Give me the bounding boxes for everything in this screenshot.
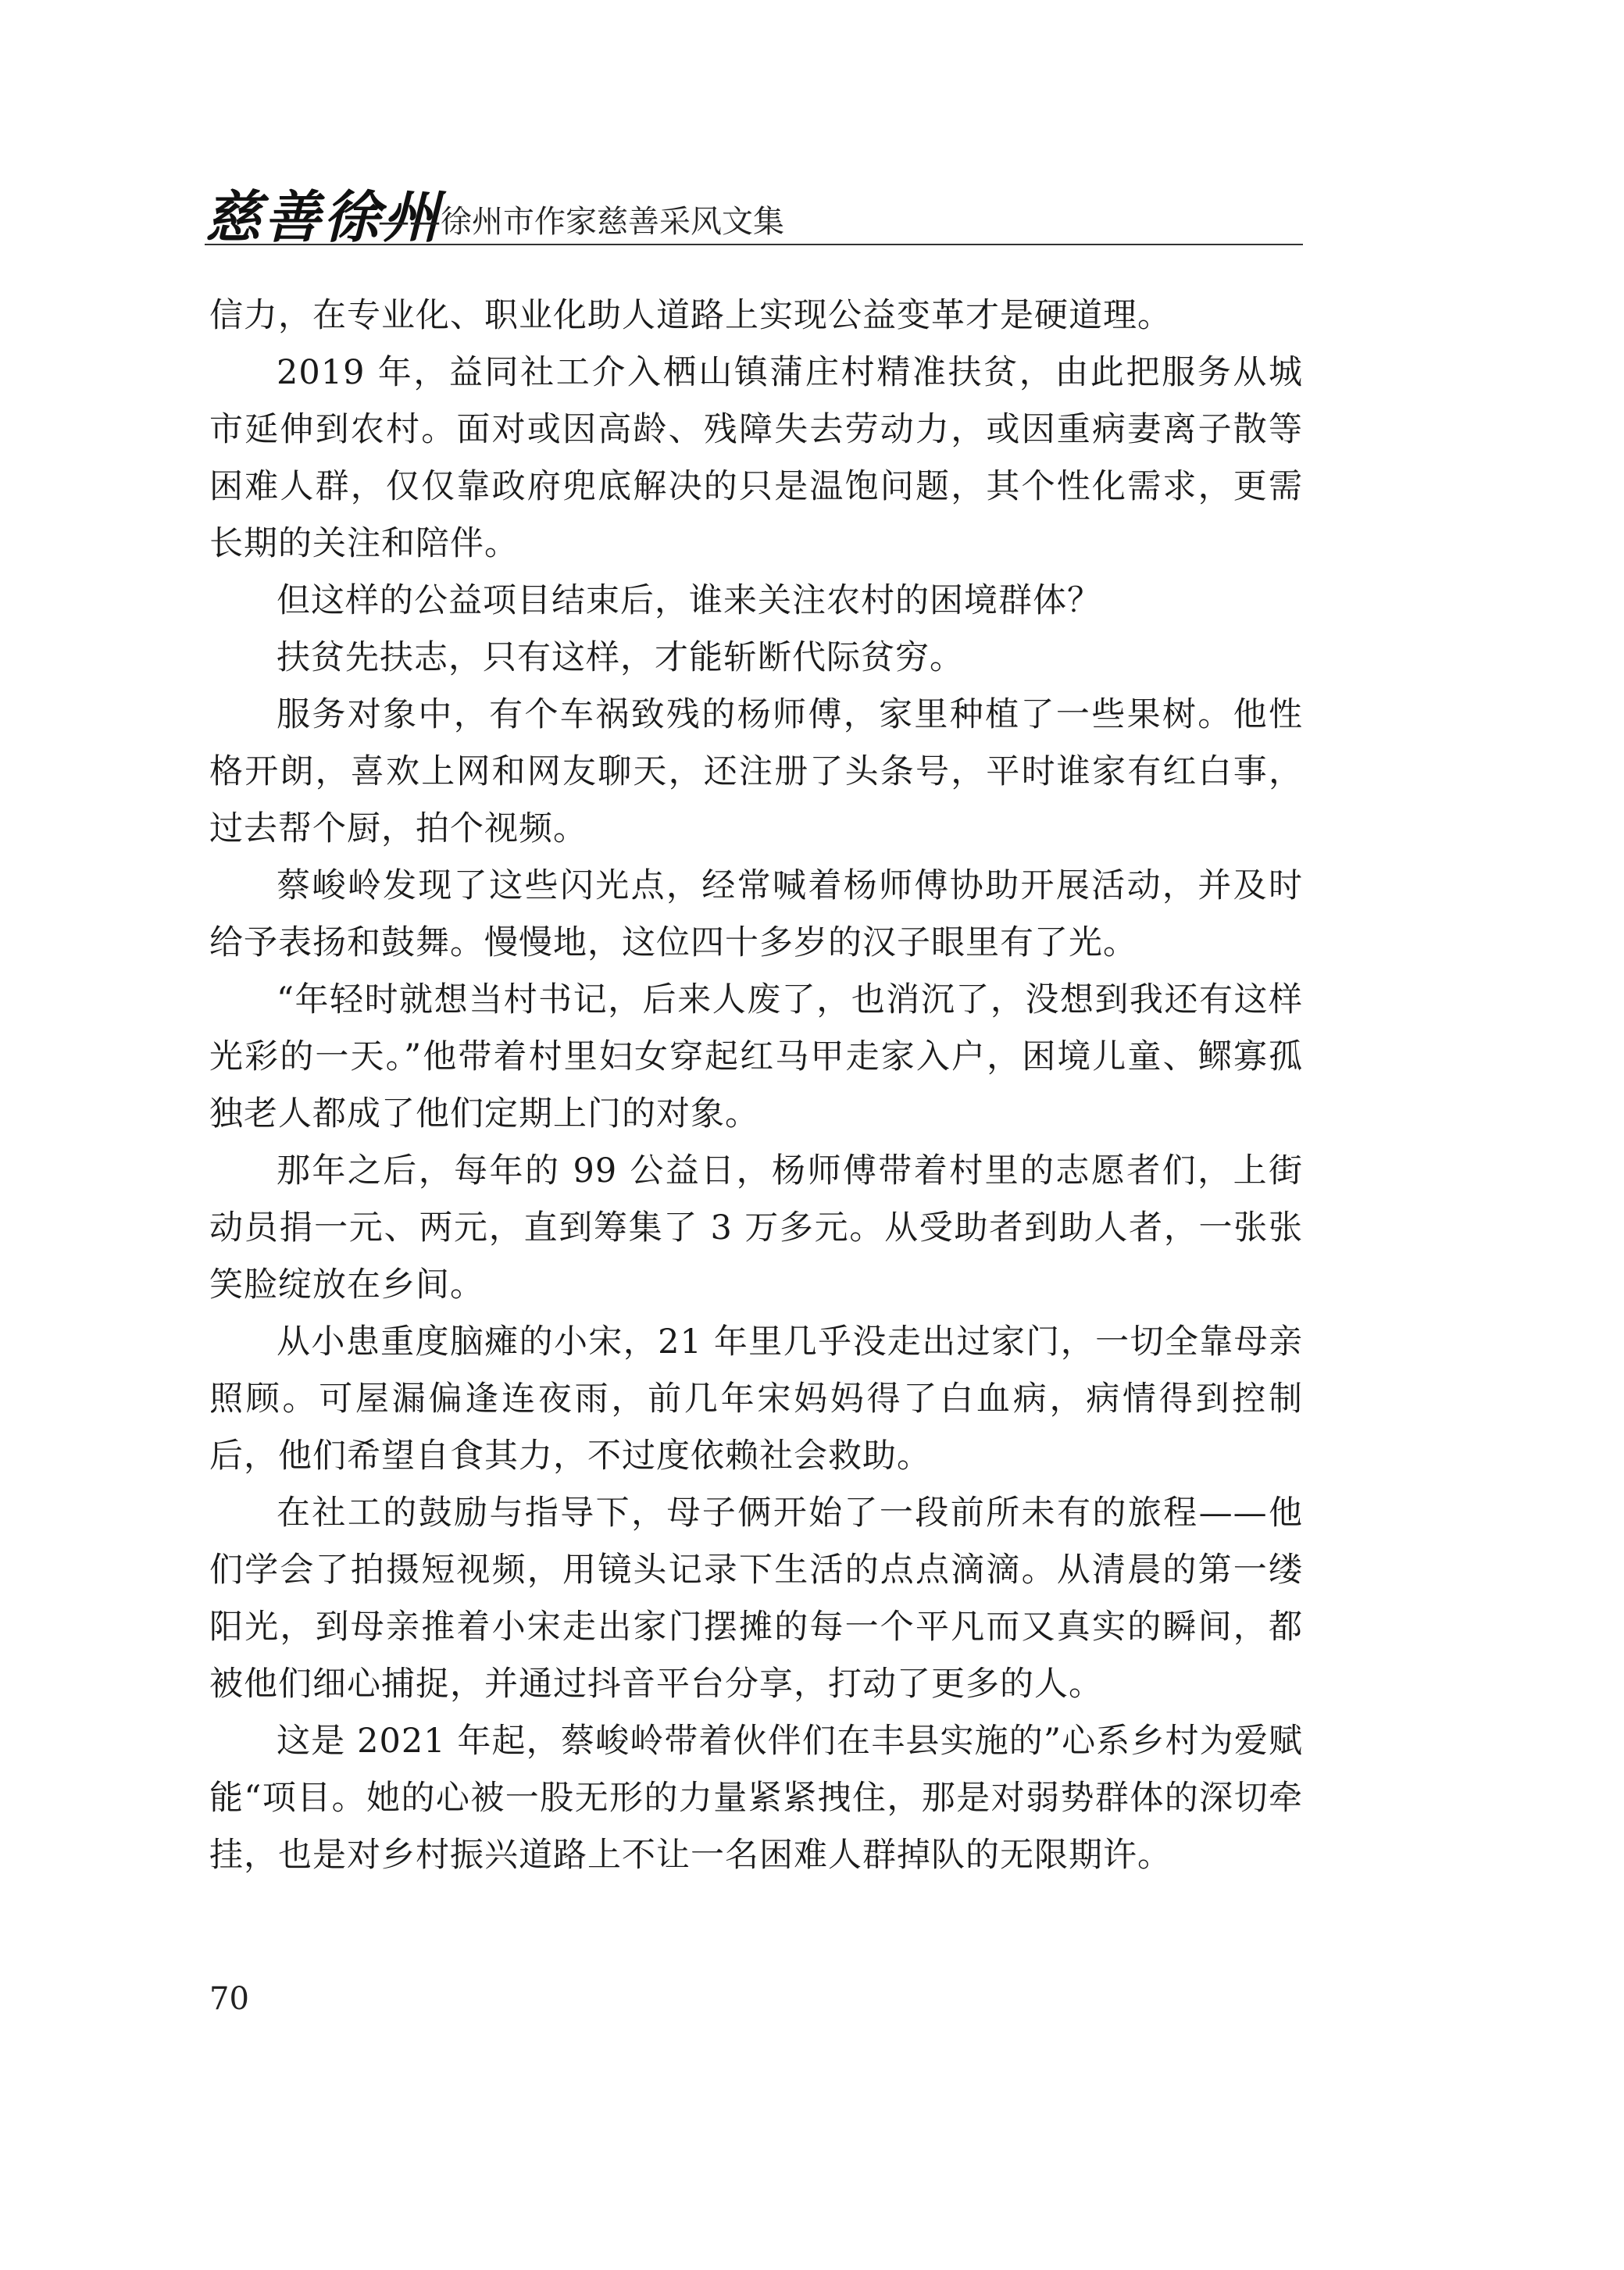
paragraph: “年轻时就想当村书记，后来人废了，也消沉了，没想到我还有这样光彩的一天。”他带着村里妇女穿起红马甲走家入户，困境儿童、鳏寡孤独老人都成了他们定期上门的对象。 (209, 980, 1303, 1133)
paragraph: 蔡峻岭发现了这些闪光点，经常喊着杨师傅协助开展活动，并及时给予表扬和鼓舞。慢慢地，这位四十多岁的汉子眼里有了光。 (209, 866, 1303, 962)
paragraph: 2019 年，益同社工介入栖山镇蒲庄村精准扶贫，由此把服务从城市延伸到农村。面对或因高龄、残障失去劳动力，或因重病妻离子散等困难人群，仅仅靠政府兜底解决的只是温饱问题，其个性化需求，更需长期的关注和陪伴。 (209, 353, 1303, 563)
paragraph: 这是 2021 年起，蔡峻岭带着伙伴们在丰县实施的”心系乡村为爱赋能“项目。她的心被一股无形的力量紧紧拽住，那是对弱势群体的深切牵挂，也是对乡村振兴道路上不让一名困难人群掉队的无限期许。 (209, 1722, 1303, 1875)
paragraph: 从小患重度脑瘫的小宋，21 年里几乎没走出过家门，一切全靠母亲照顾。可屋漏偏逢连夜雨，前几年宋妈妈得了白血病，病情得到控制后，他们希望自食其力，不过度依赖社会救助。 (209, 1322, 1303, 1476)
paragraph: 但这样的公益项目结束后，谁来关注农村的困境群体？ (277, 581, 1101, 620)
paragraph: 服务对象中，有个车祸致残的杨师傅，家里种植了一些果树。他性格开朗，喜欢上网和网友聊天，还注册了头条号，平时谁家有红白事，过去帮个厨，拍个视频。 (209, 695, 1303, 848)
paragraph: 扶贫先扶志，只有这样，才能斩断代际贫穷。 (277, 638, 964, 677)
header-rule (205, 244, 1303, 245)
paragraph: 信力，在专业化、职业化助人道路上实现公益变革才是硬道理。 (209, 296, 1172, 335)
page-number: 70 (209, 1981, 249, 2017)
running-header (205, 186, 1298, 248)
book-logo: 慈善徐州 (205, 184, 443, 250)
body-text (209, 287, 1303, 1884)
book-subtitle: ——徐州市作家慈善采风文集 (378, 204, 784, 240)
paragraph: 在社工的鼓励与指导下，母子俩开始了一段前所未有的旅程——他们学会了拍摄短视频，用镜头记录下生活的点点滴滴。从清晨的第一缕阳光，到母亲推着小宋走出家门摆摊的每一个平凡而又真实的瞬间，都被他们细心捕捉，并通过抖音平台分享，打动了更多的人。 (209, 1494, 1303, 1704)
paragraph: 那年之后，每年的 99 公益日，杨师傅带着村里的志愿者们，上街动员捐一元、两元，直到筹集了 3 万多元。从受助者到助人者，一张张笑脸绽放在乡间。 (209, 1151, 1303, 1305)
